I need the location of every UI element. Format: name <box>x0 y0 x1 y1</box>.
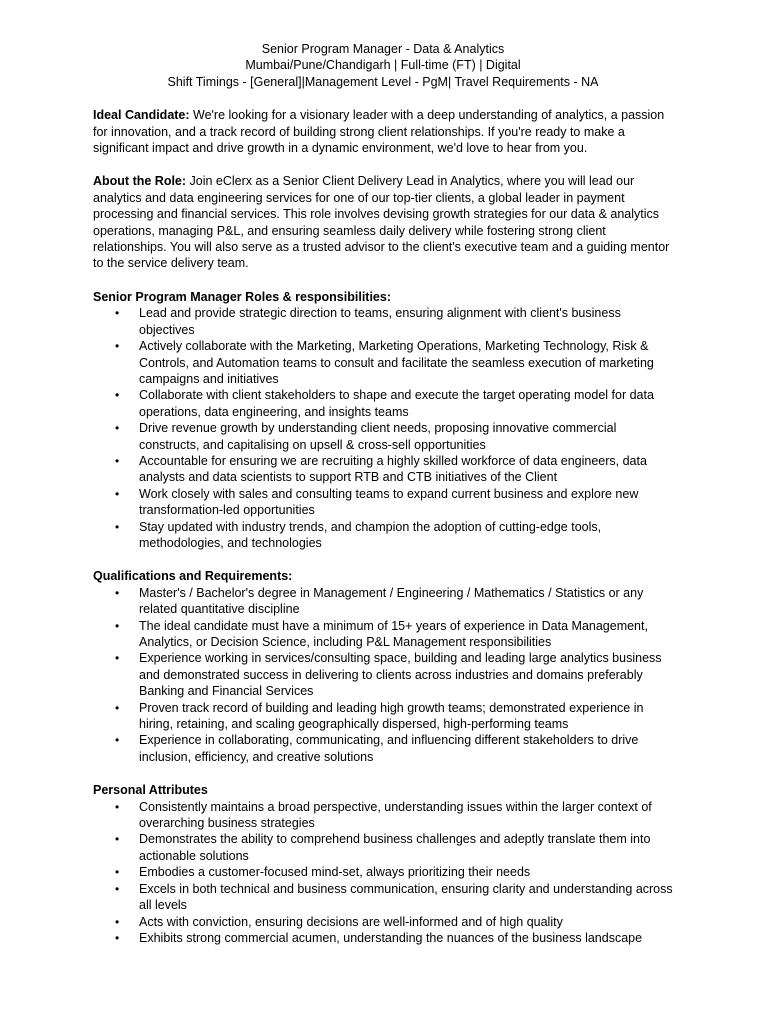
list-item-text: Work closely with sales and consulting teams to expand current business and explore new transformation-led opportunities <box>139 486 639 518</box>
list-item <box>93 930 673 946</box>
ideal-candidate-text: We're looking for a visionary leader with a deep understanding of analytics, a passion for innovation, and a track record of building strong client relationships. If you're ready to make a significant impact and drive growth in a dynamic environment, we'd love to hear from you. <box>93 108 665 156</box>
list-item <box>93 305 673 338</box>
list-item <box>93 700 673 733</box>
list-item-text: Actively collaborate with the Marketing, Marketing Operations, Marketing Technology, Risk & Controls, and Automation teams to consult and facilitate the seamless execution of marketing campaigns and initiatives <box>139 339 654 386</box>
bullet-icon: • <box>115 519 120 534</box>
attributes-heading: Personal Attributes <box>93 783 208 798</box>
document-page <box>93 41 673 946</box>
bullet-icon: • <box>115 651 120 666</box>
list-item-text: Embodies a customer-focused mind-set, always prioritizing their needs <box>139 865 531 880</box>
list-item <box>93 864 673 880</box>
list-item-text: Excels in both technical and business communication, ensuring clarity and understanding across all levels <box>139 881 673 913</box>
bullet-icon: • <box>115 339 120 354</box>
bullet-icon: • <box>115 618 120 633</box>
bullet-icon: • <box>115 388 120 403</box>
job-details-line: Shift Timings - [General]|Management Level - PgM| Travel Requirements - NA <box>167 74 599 89</box>
list-item-text: Experience in collaborating, communicating, and influencing different stakeholders to drive inclusion, efficiency, and creative solutions <box>139 733 639 764</box>
document-header <box>93 41 673 90</box>
bullet-icon: • <box>115 881 120 896</box>
list-item-text: Experience working in services/consulting space, building and leading large analytics business and demonstrated success in delivering to clients across industries and domains preferably Banking and Financial Services <box>139 651 662 699</box>
bullet-icon: • <box>115 930 120 945</box>
bullet-icon: • <box>115 306 120 321</box>
list-item <box>93 486 673 519</box>
list-item <box>93 519 673 552</box>
list-item-text: Master's / Bachelor's degree in Management / Engineering / Mathematics / Statistics or any related quantitative discipline <box>139 585 644 617</box>
about-role-text: Join eClerx as a Senior Client Delivery Lead in Analytics, where you will lead our analytics and data engineering services for one of our top-tier clients, a global leader in payment processing and financial services. This role involves devising growth strategies for our data & analytics operations, managing P&L, and ensuring seamless daily delivery while fostering strong client relationships. You will also serve as a trusted advisor to the client's executive team and a guiding mentor to the service delivery team. <box>93 174 670 271</box>
list-item <box>93 585 673 618</box>
list-item <box>93 453 673 486</box>
job-location-line: Mumbai/Pune/Chandigarh | Full-time (FT) | Digital <box>245 58 521 73</box>
list-item-text: Accountable for ensuring we are recruiting a highly skilled workforce of data engineers, data analysts and data scientists to support RTB and CTB initiatives of the Client <box>139 453 647 485</box>
bullet-icon: • <box>115 421 120 436</box>
job-title: Senior Program Manager - Data & Analytics <box>261 42 505 56</box>
bullet-icon: • <box>115 486 120 501</box>
list-item <box>93 831 673 864</box>
list-item <box>93 799 673 832</box>
bullet-icon: • <box>115 453 120 468</box>
list-item-text: The ideal candidate must have a minimum of 15+ years of experience in Data Management, Analytics, or Decision Science, including P&L Management responsibilities <box>139 618 648 649</box>
list-item-text: Lead and provide strategic direction to teams, ensuring alignment with client's business objectives <box>139 306 621 337</box>
list-item-text: Acts with conviction, ensuring decisions are well-informed and of high quality <box>139 914 563 929</box>
attributes-list <box>93 799 673 947</box>
list-item <box>93 914 673 930</box>
bullet-icon: • <box>115 832 120 847</box>
list-item-text: Stay updated with industry trends, and champion the adoption of cutting-edge tools, methodologies, and technologies <box>139 519 602 550</box>
list-item <box>93 881 673 914</box>
qualifications-list <box>93 585 673 765</box>
list-item-text: Consistently maintains a broad perspective, understanding issues within the larger context of overarching business strategies <box>139 799 652 831</box>
list-item <box>93 618 673 651</box>
bullet-icon: • <box>115 585 120 600</box>
list-item-text: Drive revenue growth by understanding client needs, proposing innovative commercial constructs, and capitalising on upsell & cross-sell opportunities <box>139 421 617 452</box>
bullet-icon: • <box>115 733 120 748</box>
list-item-text: Exhibits strong commercial acumen, understanding the nuances of the business landscape <box>139 930 643 945</box>
responsibilities-heading: Senior Program Manager Roles & responsibilities: <box>93 289 391 304</box>
list-item <box>93 387 673 420</box>
ideal-candidate-label: Ideal Candidate: <box>93 108 190 123</box>
qualifications-heading: Qualifications and Requirements: <box>93 569 293 584</box>
list-item <box>93 650 673 699</box>
about-role-paragraph <box>93 173 673 271</box>
bullet-icon: • <box>115 914 120 929</box>
list-item <box>93 338 673 387</box>
list-item-text: Collaborate with client stakeholders to shape and execute the target operating model for data operations, data engineering, and insights teams <box>139 388 654 419</box>
bullet-icon: • <box>115 799 120 814</box>
list-item-text: Proven track record of building and leading high growth teams; demonstrated experience in hiring, retaining, and scaling geographically dispersed, high-performing teams <box>139 700 644 732</box>
list-item <box>93 732 673 765</box>
bullet-icon: • <box>115 700 120 715</box>
list-item <box>93 420 673 453</box>
ideal-candidate-paragraph <box>93 107 673 156</box>
responsibilities-list <box>93 305 673 551</box>
bullet-icon: • <box>115 865 120 880</box>
list-item-text: Demonstrates the ability to comprehend business challenges and adeptly translate them into actionable solutions <box>139 832 651 863</box>
about-role-label: About the Role: <box>93 174 187 189</box>
